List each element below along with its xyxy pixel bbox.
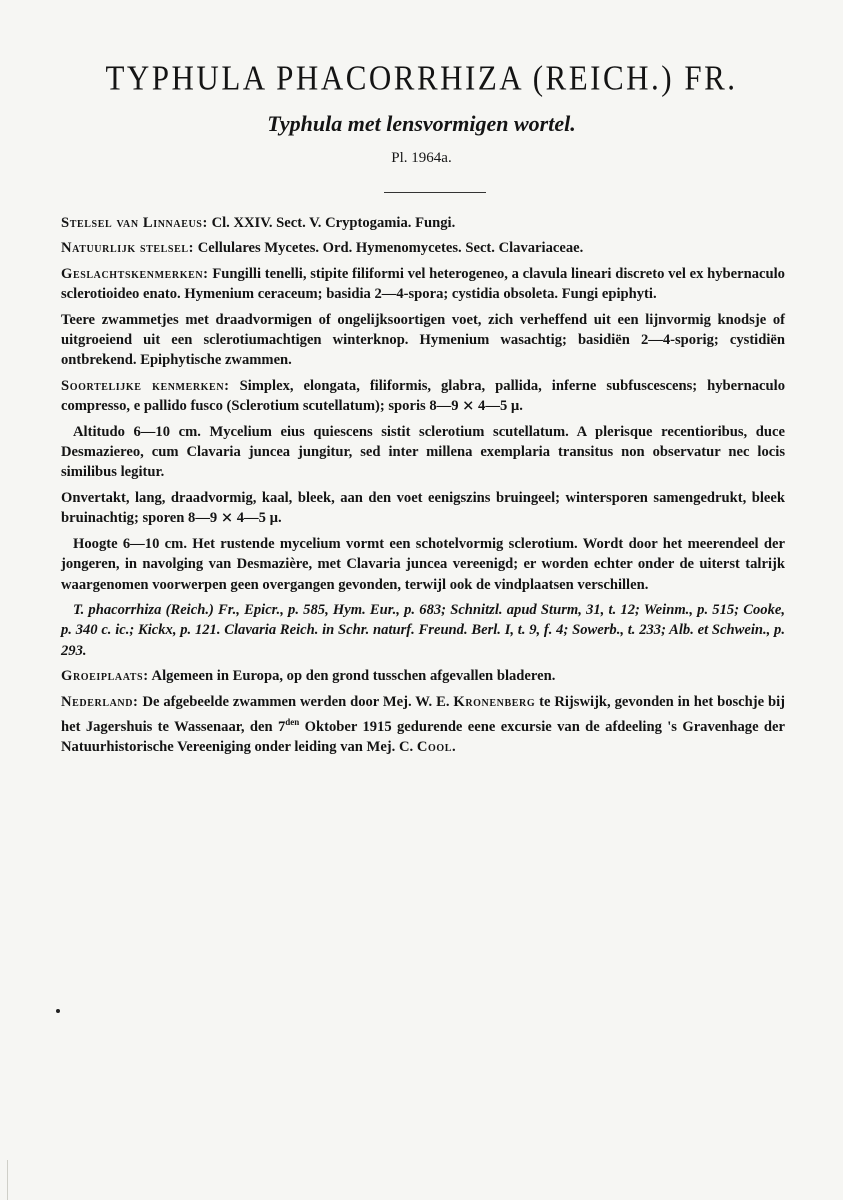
ink-speck <box>56 1009 60 1013</box>
paragraph-groeiplaats <box>61 666 785 686</box>
text-linnaeus: Cl. XXIV. Sect. V. Cryptogamia. Fungi. <box>211 215 456 231</box>
paragraph-nederland <box>61 692 785 758</box>
label-groeiplaats: Groeiplaats: <box>61 668 149 685</box>
page-title: TYPHULA PHACORRHIZA (REICH.) FR. <box>105 58 738 98</box>
label-nederland: Nederland: <box>61 693 139 710</box>
label-natuurlijk: Natuurlijk stelsel: <box>61 240 195 257</box>
label-soort: Soortelijke kenmerken: <box>61 377 230 394</box>
paragraph-hoogte: Hoogte 6—10 cm. Het rustende mycelium vormt een schotelvormig sclerotium. Wordt door het meerendeel der jongeren, in navolging van Desmazière, met Clavaria juncea vereenigd; er worden echter onder de uiterst talrijk waargenomen voorwerpen geen overgangen gevonden, terwijl ook de vindplaatsen verschillen. <box>61 535 785 593</box>
text-nederland-c: Oktober 1915 gedurende eene excursie van de afdeeling 's Gravenhage der Natuurhistorische Vereeniging onder leiding van Mej. C. <box>61 718 785 756</box>
paragraph-natuurlijk <box>61 238 785 258</box>
paragraph-geslacht-latin <box>61 264 785 305</box>
paragraph-altitudo: Altitudo 6—10 cm. Mycelium eius quiescens sistit sclerotium scutellatum. A plerisque recentioribus, duce Desmaziereo, cum Clavaria juncea jungitur, sed inter millena exemplaria transitus non observatur nec locis similibus legitur. <box>61 423 785 481</box>
text-groeiplaats: Algemeen in Europa, op den grond tusschen afgevallen bladeren. <box>151 668 556 685</box>
paragraph-onvertakt: Onvertakt, lang, draadvormig, kaal, bleek, aan den voet eenigszins bruingeel; wintersporen samengedrukt, bleek bruinachtig; sporen 8—9 ⨯ 4—5 µ. <box>61 489 785 527</box>
header-divider <box>384 192 486 193</box>
text-nederland-a: De afgebeelde zwammen werden door Mej. W. E. <box>142 693 450 710</box>
name-cool: Cool. <box>416 739 457 756</box>
paragraph-linnaeus <box>61 213 785 233</box>
superscript-den: den <box>285 716 300 727</box>
paragraph-geslacht-dutch: Teere zwammetjes met draadvormigen of ongelijksoortigen voet, zich verheffend uit een lijnvormig knodsje of uitgroeiend uit een sclerotiumachtigen winterknop. Hymenium wasachtig; basidiën 2—4-sporig; cystidiën ontbrekend. Epiphytische zwammen. <box>61 311 785 369</box>
paragraph-soort-latin <box>61 376 785 417</box>
plate-number: Pl. 1964a. <box>391 150 452 166</box>
label-linnaeus: Stelsel van Linnaeus: <box>61 215 208 231</box>
document-body <box>61 213 785 763</box>
text-soort-latin: Simplex, elongata, filiformis, glabra, pallida, inferne subfuscescens; hybernaculo compresso, e pallido fusco (Sclerotium scutellatum); sporis 8—9 ⨯ 4—5 µ. <box>61 377 785 415</box>
name-kronenberg: Kronenberg <box>453 693 536 710</box>
paragraph-references: T. phacorrhiza (Reich.) Fr., Epicr., p. 585, Hym. Eur., p. 683; Schnitzl. apud Sturm, 31, t. 12; Weinm., p. 515; Cooke, p. 340 c. ic.; Kickx, p. 121. Clavaria Reich. in Schr. naturf. Freund. Berl. I, t. 9, f. 4; Sowerb., t. 233; Alb. et Schwein., p. 293. <box>61 601 785 659</box>
label-geslacht: Geslachtskenmerken: <box>61 265 209 282</box>
text-geslacht-latin: Fungilli tenelli, stipite filiformi vel heterogeneo, a clavula lineari discreto vel ex hybernaculo sclerotioideo enato. Hymenium ceraceum; basidia 2—4-spora; cystidia obsoleta. Fungi epiphyti. <box>61 265 785 303</box>
page-subtitle: Typhula met lensvormigen wortel. <box>267 111 576 136</box>
text-natuurlijk: Cellulares Mycetes. Ord. Hymenomycetes. Sect. Clavariaceae. <box>197 240 584 257</box>
scan-edge-line <box>7 1160 8 1200</box>
text-nederland-b: te Rijswijk, gevonden in het boschje bij het Jagershuis te Wassenaar, den 7 <box>61 693 786 735</box>
